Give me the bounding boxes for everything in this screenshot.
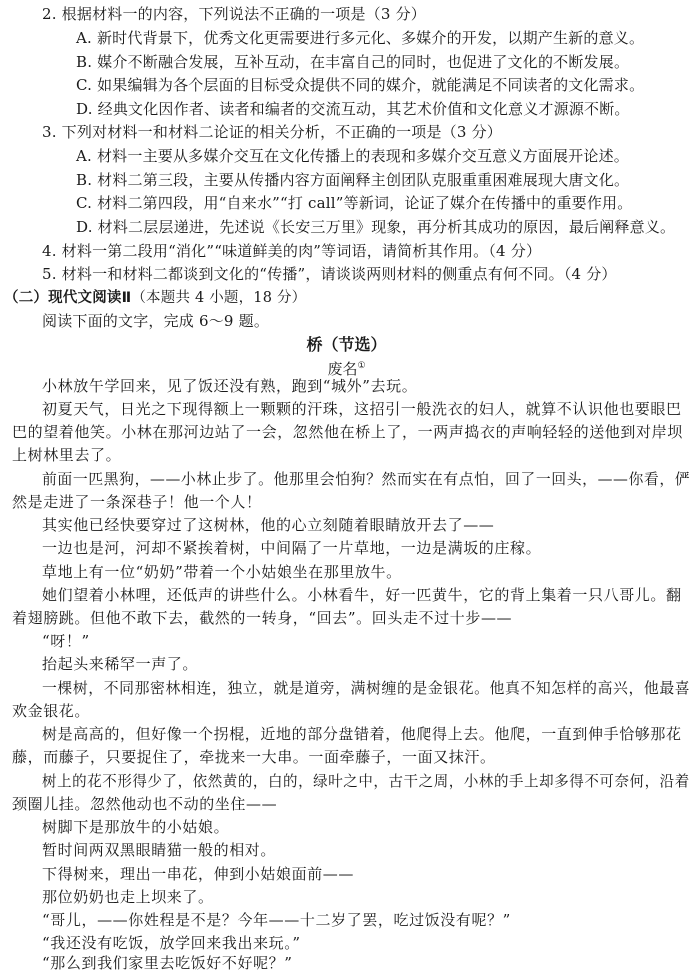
section-heading-note: （本题共 4 小题，18 分）: [131, 290, 307, 306]
story-author-footnote-mark: ①: [357, 361, 366, 371]
story-line: 暂时间两双黑眼睛猫一般的相对。: [42, 841, 277, 859]
story-line: 抬起头来稀罕一声了。: [42, 655, 199, 673]
story-line: 欢金银花。: [12, 702, 91, 720]
story-line: 小林放午学回来，见了饭还没有熟，跑到“城外”去玩。: [42, 377, 418, 395]
story-title: 桥（节选）: [306, 335, 387, 354]
story-line: 然是走进了一条深巷子！他一个人！: [12, 493, 262, 511]
story-line: 一棵树，不同那密林相连，独立，就是道旁，满树缠的是金银花。他真不知怎样的高兴，他最喜: [42, 679, 691, 697]
story-line: 树上的花不形得少了，依然黄的，白的，绿叶之中，古干之周，小林的手上却多得不可奈何，沿着: [42, 772, 690, 790]
question-2-option-a: A. 新时代背景下，优秀文化更需要进行多元化、多媒介的开发，以期产生新的意义。: [76, 29, 645, 47]
question-3-option-d: D. 材料二层层递进，先述说《长安三万里》现象，再分析其成功的原因，最后阐释意义。: [76, 218, 676, 236]
question-3-stem: 3. 下列对材料一和材料二论证的相关分析，不正确的一项是（3 分）: [42, 123, 502, 141]
story-line: 一边也是河，河却不紧挨着树，中间隔了一片草地，一边是满坂的庄稼。: [42, 539, 542, 557]
story-line: 初夏天气，日光之下现得额上一颗颗的汗珠，这招引一般洗衣的妇人，就算不认识他也要眼巴: [42, 400, 682, 418]
story-line: 着翅膀跳。但他不敢下去，截然的一转身，“回去”。回头走不过十步——: [12, 609, 513, 627]
story-line: 巴的望着他笑。小林在那河边站了一会，忽然他在桥上了，一两声捣衣的声响轻轻的送他到对岸坝: [12, 423, 683, 441]
story-line: 草地上有一位“奶奶”带着一个小姑娘坐在那里放牛。: [42, 563, 402, 581]
story-line: 树脚下是那放牛的小姑娘。: [42, 818, 230, 836]
section-instruction: 阅读下面的文字，完成 6～9 题。: [42, 312, 270, 330]
story-line: 她们望着小林哩，还低声的讲些什么。小林看牛，好一匹黄牛，它的背上集着一只八哥儿。翻: [42, 586, 682, 604]
question-2-stem: 2. 根据材料一的内容，下列说法不正确的一项是（3 分）: [42, 5, 426, 23]
question-2-option-d: D. 经典文化因作者、读者和编者的交流互动，其艺术价值和文化意义才源源不断。: [76, 100, 630, 118]
section-heading-title: （二）现代文阅读Ⅱ: [4, 290, 132, 306]
story-line: “哥儿，——你姓程是不是？今年——十二岁了罢，吃过饭没有呢？”: [42, 911, 511, 929]
question-4: 4. 材料一第二段用“消化”“味道鲜美的肉”等词语，请简析其作用。（4 分）: [42, 242, 542, 260]
story-author: 废名: [327, 360, 358, 378]
story-line: “呀！”: [42, 632, 90, 650]
question-3-option-c: C. 材料二第四段，用“自来水”“打 call”等新词，论证了媒介在传播中的重要作用。: [76, 194, 633, 212]
story-line: 树是高高的，但好像一个拐棍，近地的部分盘错着，他爬得上去。他爬，一直到伸手恰够那花: [42, 725, 682, 743]
story-line: 前面一匹黑狗，——小林止步了。他那里会怕狗？然而实在有点怕，回了一回头，——你看，俨: [42, 470, 691, 488]
story-line: 藤，而藤子，只要捉住了，牵拢来一大串。一面牵藤子，一面又抹汗。: [12, 748, 496, 766]
story-line: 上树林里去了。: [12, 446, 122, 464]
section-heading: [4, 288, 306, 308]
question-2-option-c: C. 如果编辑为各个层面的目标受众提供不同的媒介，就能满足不同读者的文化需求。: [76, 76, 645, 94]
story-line: “那么到我们家里去吃饭好不好呢？”: [42, 954, 293, 972]
story-line: 下得树来，理出一串花，伸到小姑娘面前——: [42, 865, 355, 883]
story-line: 颈圈儿挂。忽然他动也不动的坐住——: [12, 795, 278, 813]
question-3-option-a: A. 材料一主要从多媒介交互在文化传播上的表现和多媒介交互意义方面展开论述。: [76, 147, 629, 165]
story-line: 其实他已经快要穿过了这树林，他的心立刻随着眼睛放开去了——: [42, 516, 495, 534]
question-5: 5. 材料一和材料二都谈到文化的“传播”，请谈谈两则材料的侧重点有何不同。（4 分）: [42, 265, 617, 283]
story-line: 那位奶奶也走上坝来了。: [42, 888, 214, 906]
story-line: “我还没有吃饭，放学回来我出来玩。”: [42, 934, 301, 952]
question-2-option-b: B. 媒介不断融合发展，互补互动，在丰富自己的同时，也促进了文化的不断发展。: [76, 53, 630, 71]
question-3-option-b: B. 材料二第三段，主要从传播内容方面阐释主创团队克服重重困难展现大唐文化。: [76, 171, 630, 189]
